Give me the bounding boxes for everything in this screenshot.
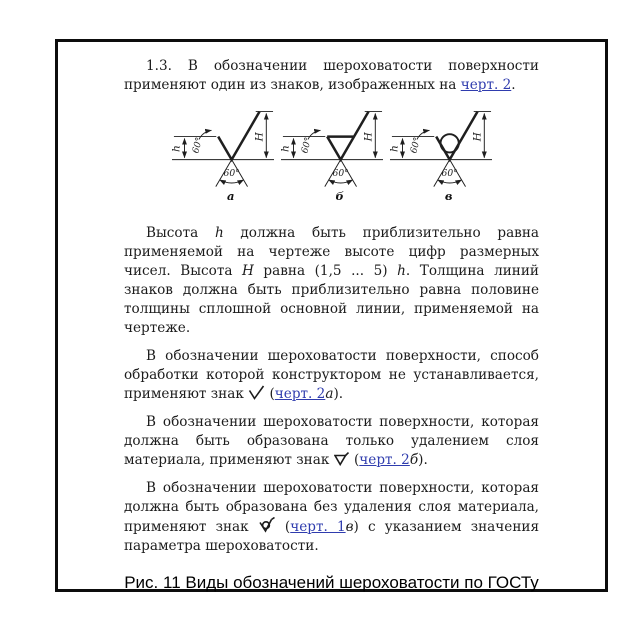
chert-1v-link[interactable]: черт. 1: [290, 519, 346, 535]
vertex-angle-arc: [328, 180, 352, 183]
sign-any-method-icon: [248, 385, 265, 400]
paragraph-intro: [124, 57, 539, 95]
chert-2a-link[interactable]: черт. 2: [274, 386, 326, 402]
text-run: .: [511, 77, 516, 93]
inner-angle-label: 60°: [190, 136, 205, 155]
inner-angle-label: 60°: [408, 136, 423, 155]
roughness-symbol-v: [388, 100, 494, 202]
text-run: ) с указанием значения параметра шероховатости.: [124, 519, 540, 554]
text-run: . Толщина линий знаков должна быть приблизительно равна половине толщины сплошной основной линии, применяемой на чертеже.: [124, 263, 539, 336]
circle-mark: [440, 134, 458, 152]
dim-h-label: h: [279, 145, 292, 152]
vertex-angle-label: 60°: [441, 169, 458, 180]
dim-h-label: h: [388, 145, 401, 152]
chert-2-link[interactable]: черт. 2: [460, 77, 512, 93]
var-H: H: [242, 263, 254, 279]
var-h: h: [214, 225, 224, 241]
vertex-angle-label: 60°: [332, 169, 349, 180]
text-run: равна (1,5 ... 5): [253, 263, 398, 279]
paragraph-sign-v: [124, 479, 539, 556]
symbol-v-letter: в: [444, 189, 452, 202]
chert-2b-link[interactable]: черт. 2: [359, 452, 410, 468]
dim-H-label: H: [470, 132, 483, 142]
dim-h-label: h: [170, 145, 183, 152]
symbol-b-letter: б: [335, 189, 344, 202]
inner-angle-label: 60°: [299, 136, 314, 155]
text-run: В обозначении шероховатости поверхности, которая должна быть образована только удалением слоя материала, применяют знак: [124, 414, 539, 468]
paragraph-sign-a: [124, 347, 539, 404]
symbol-a-letter: а: [226, 189, 234, 202]
dim-H-label: H: [361, 132, 374, 142]
document-frame: [55, 39, 608, 592]
text-run: В обозначении шероховатости поверхности, способ обработки которой конструктором не устанавливается, применяют знак: [124, 348, 539, 402]
vertex-angle-arc: [437, 180, 461, 183]
paragraph-heights: [124, 224, 539, 338]
figure-caption: Рис. 11 Виды обозначений шероховатости по ГОСТу: [124, 573, 539, 592]
roughness-symbol-a: [170, 100, 276, 202]
sign-no-material-removal-icon: [258, 517, 276, 533]
paragraph-sign-b: [124, 413, 539, 470]
dim-H-label: H: [252, 132, 265, 142]
text-run: (: [349, 452, 360, 468]
vertex-angle-arc: [219, 180, 243, 183]
sub-letter: а: [325, 386, 334, 402]
var-h: h: [397, 263, 406, 279]
text-run: 1.3. В обозначении шероховатости поверхности применяют один из знаков, изображенных на: [124, 58, 539, 93]
sign-material-removal-icon: [334, 452, 350, 466]
sub-letter: б: [409, 452, 419, 468]
text-run: (: [275, 519, 291, 535]
vertex-angle-label: 60°: [223, 169, 240, 180]
text-run: Высота: [146, 225, 215, 241]
text-run: (: [265, 386, 275, 402]
text-run: ).: [418, 452, 428, 468]
sub-letter: в: [345, 519, 354, 535]
text-run: должна быть приблизительно равна применяемой на чертеже высоте цифр размерных чисел. Высота: [124, 225, 539, 279]
roughness-symbol-b: [279, 100, 385, 202]
text-run: В обозначении шероховатости поверхности, которая должна быть образована без удаления слоя материала, применяют знак: [124, 480, 539, 535]
roughness-figure: [124, 100, 539, 202]
text-run: ).: [333, 386, 344, 402]
